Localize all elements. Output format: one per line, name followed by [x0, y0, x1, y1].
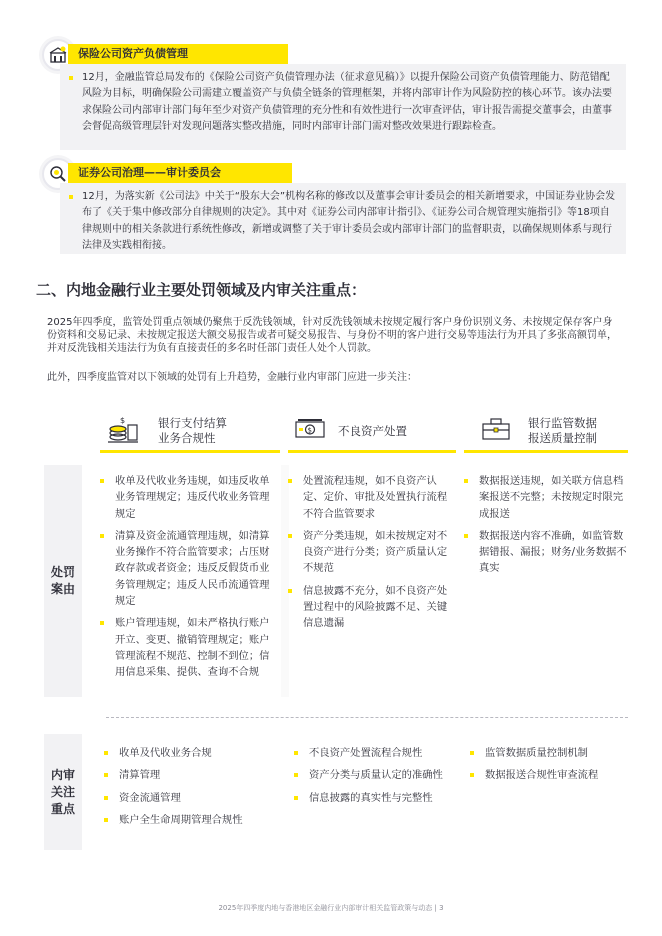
trend-paragraph: 此外，四季度监管对以下领域的处罚有上升趋势，金融行业内审部门应进一步关注：	[47, 372, 417, 383]
column-title	[528, 416, 597, 446]
section-title: 证券公司治理——审计委员会	[68, 163, 292, 183]
focus-list-payment	[100, 745, 280, 834]
row-label-penalty	[44, 465, 82, 697]
list-item: 监管数据质量控制机制	[466, 745, 636, 761]
row-label-line: 内审	[50, 767, 75, 782]
bullet-marker	[69, 195, 73, 199]
list-item: 资产分类与质量认定的准确性	[290, 767, 452, 783]
column-underline	[464, 450, 628, 453]
list-item: 处置流程违规，如不良资产认定、定价、审批及处置执行流程不符合监管要求	[284, 473, 452, 522]
row-label-focus	[44, 734, 82, 850]
focus-list-data	[466, 745, 636, 790]
column-title-line: 报送质量控制	[528, 431, 597, 445]
column-title: 不良资产处置	[338, 423, 407, 438]
list-item: 清算管理	[100, 767, 280, 783]
svg-text:$: $	[120, 416, 126, 425]
page-footer: 2025年四季度内地与香港地区金融行业内部审计相关监管政策与动态 | 3	[218, 904, 444, 912]
briefcase-icon	[480, 415, 514, 447]
list-item: 清算及资金流通管理违规，如清算业务操作不符合监管要求；占压财政存款或者资金；违反反假货币业务管理规定；违反人民币流通管理规定	[96, 528, 276, 609]
penalty-list-payment	[96, 473, 276, 687]
list-item: 数据报送违规，如关联方信息档案报送不完整；未按规定时限完成报送	[460, 473, 628, 522]
svg-text:$: $	[307, 426, 312, 435]
coins-icon	[106, 413, 144, 449]
list-item: 资产分类违规，如未按规定对不良资产进行分类；资产质量认定不规范	[284, 528, 452, 577]
section-body	[60, 64, 626, 150]
penalty-list-npa	[284, 473, 452, 638]
column-underline	[288, 450, 456, 453]
section-body	[60, 183, 626, 254]
focus-list-npa	[290, 745, 452, 812]
penalty-list-data	[460, 473, 628, 583]
list-item: 账户全生命周期管理合规性	[100, 812, 280, 828]
row-label-line: 处罚	[50, 565, 75, 579]
list-item: 信息披露不充分，如不良资产处置过程中的风险披露不足、关键信息遗漏	[284, 583, 452, 632]
main-heading: 二、内地金融行业主要处罚领域及内审关注重点：	[36, 281, 367, 299]
column-header-data	[480, 414, 630, 448]
list-item: 账户管理违规，如未严格执行账户开立、变更、撤销管理规定；账户管理流程不规范、控制不到位；信用信息采集、提供、查询不合规	[96, 615, 276, 680]
section-text: 12月，金融监管总局发布的《保险公司资产负债管理办法（征求意见稿）》以提升保险公司资产负债管理能力、防范错配风险为目标，明确保险公司需建立覆盖资产与负债全链条的管理框架，并将内部审计作为风险防控的核心环节。该办法要求保险公司内部审计部门每年至少对资产负债管理的充分性和有效性进行一次审查评估，审计报告需提交董事会，由董事会督促高级管理层针对发现问题落实整改措施，同时内部审计部门需对整改效果进行跟踪检查。	[82, 72, 612, 132]
list-item: 数据报送内容不准确，如监管数据错报、漏报；财务/业务数据不真实	[460, 528, 628, 577]
column-title-line: 银行监管数据	[528, 416, 597, 430]
list-item: 不良资产处置流程合规性	[290, 745, 452, 761]
row-divider	[106, 717, 628, 718]
column-title	[158, 416, 227, 446]
column-underline	[100, 450, 280, 453]
row-label-line: 重点	[50, 801, 75, 816]
list-item: 数据报送合规性审查流程	[466, 767, 636, 783]
row-label-line: 关注	[50, 784, 75, 799]
column-header-npa	[294, 414, 460, 448]
column-title-line: 业务合规性	[158, 431, 216, 445]
list-item: 信息披露的真实性与完整性	[290, 790, 452, 806]
section-text: 12月，为落实新《公司法》中关于“股东大会”机构名称的修改以及董事会审计委员会的相关新增要求，中国证券业协会发布了《关于集中修改部分自律规则的决定》。其中对《证券公司内部审计指引》、《证券公司合规管理实施指引》等18项自律规则中的相关条款进行系统性修改，新增或调整了关于审计委员会或内部审计部门的监督职责，以确保规则体系与现行法律及实践相衔接。	[82, 191, 616, 251]
banknote-icon	[294, 417, 328, 445]
list-item: 收单及代收业务违规，如违反收单业务管理规定；违反代收业务管理规定	[96, 473, 276, 522]
list-item: 收单及代收业务合规	[100, 745, 280, 761]
intro-paragraph: 2025年四季度，监管处罚重点领域仍聚焦于反洗钱领域，针对反洗钱领域未按规定履行客户身份识别义务、未按规定保存客户身份资料和交易记录、未按规定报送大额交易报告或者可疑交易报告、与身份不明的客户进行交易等违法行为开具了多张高额罚单，并对反洗钱相关违法行为负有直接责任的多名时任部门责任人处个人罚款。	[47, 317, 617, 354]
section-title: 保险公司资产负债管理	[68, 44, 288, 64]
row-label-line: 案由	[50, 582, 75, 596]
column-title-line: 银行支付结算	[158, 416, 227, 430]
list-item: 资金流通管理	[100, 790, 280, 806]
column-header-payment	[106, 414, 284, 448]
bullet-marker	[69, 76, 73, 80]
